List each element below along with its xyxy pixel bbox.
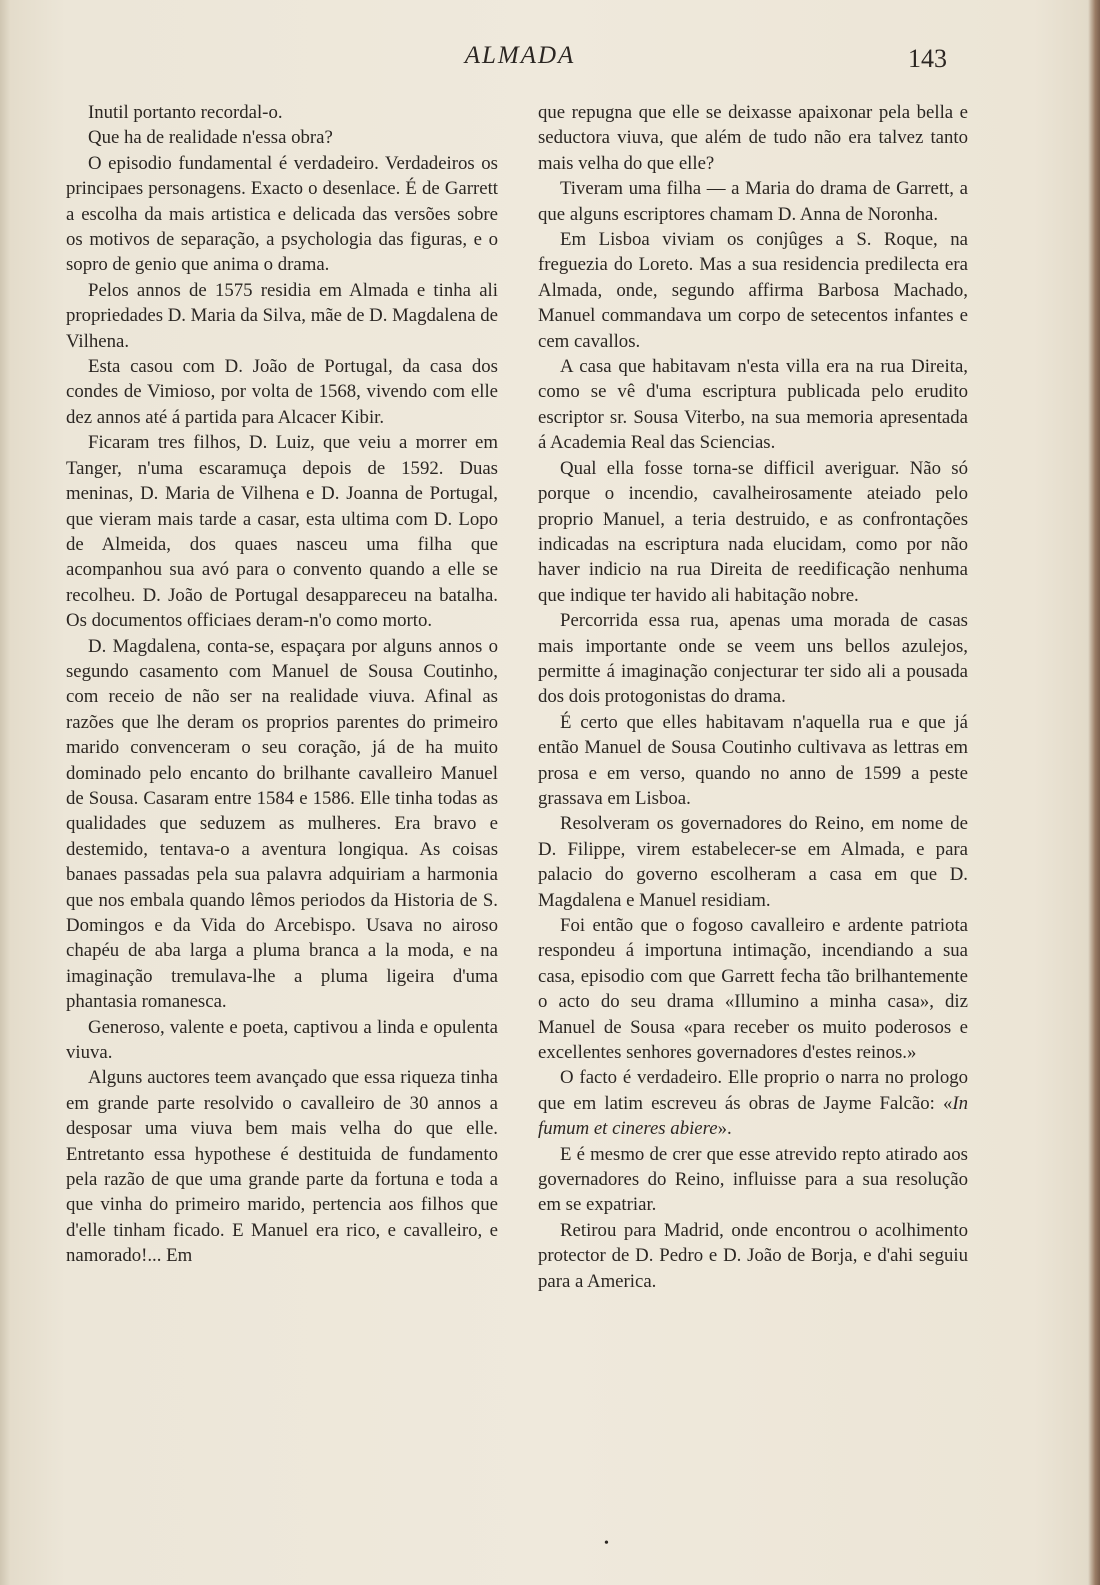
paragraph: Generoso, valente e poeta, captivou a linda e opulenta viuva. <box>66 1016 498 1064</box>
paragraph: Ficaram tres filhos, D. Luiz, que veiu a morrer em Tanger, n'uma escaramuça depois de 1592. Duas meninas, D. Maria de Vilhena e D. Joanna de Portugal, que vieram mais tarde a casar, esta ultima com D. Lopo de Almeida, dos quaes nasceu uma filha que acompanhou sua avó para o convento quando a elle se recolheu. D. João de Portugal desappareceu na batalha. Os documentos officiaes deram-n'o como morto. <box>66 432 498 632</box>
page-number: 143 <box>908 44 947 73</box>
left-column <box>66 100 498 1269</box>
paragraph: Qual ella fosse torna-se difficil averiguar. Não só porque o incendio, cavalheirosamente ateiado pelo proprio Manuel, a teria destruido, e as confrontações indicadas na escriptura nada elucidam, como por não haver indicio na rua Direita de reedificação nenhuma que indique ter havido ali habitação nobre. <box>538 457 968 606</box>
quote-intro-text: O facto é verdadeiro. Elle proprio o narra no prologo que em latim escreveu ás obras de Jayme Falcão: « <box>538 1067 968 1114</box>
paragraph: Alguns auctores teem avançado que essa riqueza tinha em grande parte resolvido o cavalleiro de 30 annos a desposar uma viuva bem mais velha do que elle. Entretanto essa hypothese é destituida de fundamento pela razão de que uma grande parte da fortuna e toda a que vinha do primeiro marido, pertencia aos filhos que d'elle tinham ficado. E Manuel era rico, e cavalleiro, e namorado!... Em <box>66 1067 498 1267</box>
paragraph: A casa que habitavam n'esta villa era na rua Direita, como se vê d'uma escriptura publicada pelo erudito escriptor sr. Sousa Viterbo, na sua memoria apresentada á Academia Real das Sciencias. <box>538 356 968 454</box>
running-head-title: ALMADA <box>464 42 576 69</box>
paragraph: Percorrida essa rua, apenas uma morada de casas mais importante onde se veem uns bellos azulejos, permitte á imaginação conjecturar ter sido ali a pousada dos dois protogonistas do drama. <box>538 610 968 708</box>
paragraph: Esta casou com D. João de Portugal, da casa dos condes de Vimioso, por volta de 1568, vivendo com elle dez annos até á partida para Alcacer Kibir. <box>66 356 498 428</box>
paragraph: Retirou para Madrid, onde encontrou o acolhimento protector de D. Pedro e D. João de Borja, e d'ahi seguiu para a America. <box>538 1219 968 1292</box>
latin-quote: In fumum et cineres abiere <box>538 1092 968 1140</box>
paragraph: Tiveram uma filha — a Maria do drama de Garrett, a que alguns escriptores chamam D. Anna de Noronha. <box>538 178 968 225</box>
signature-mark-icon: • <box>604 1536 609 1551</box>
paragraph: Foi então que o fogoso cavalleiro e ardente patriota respondeu á importuna intimação, incendiando a sua casa, episodio com que Garrett fecha tão brilhantemente o acto do seu drama «Illumino a minha casa», diz Manuel de Sousa «para receber os muito poderosos e excellentes senhores governadores d'estes reinos.» <box>538 915 968 1064</box>
paragraph-with-latin-quote <box>538 1065 968 1141</box>
paragraph: O episodio fundamental é verdadeiro. Verdadeiros os principaes personagens. Exacto o desenlace. É de Garrett a escolha da mais artistica e delicada das versões sobre os motivos de separação, a psychologia das figuras, e o sopro de genio que anima o drama. <box>66 152 498 276</box>
quote-closing-text: ». <box>717 1118 732 1140</box>
paragraph: Inutil portanto recordal-o. <box>88 102 283 123</box>
paragraph: Em Lisboa viviam os conjûges a S. Roque, na freguezia do Loreto. Mas a sua residencia predilecta era Almada, onde, segundo affirma Barbosa Machado, Manuel commandava um corpo de setecentos infantes e cem cavallos. <box>538 229 968 352</box>
paragraph: Que ha de realidade n'essa obra? <box>88 127 333 149</box>
page-left-shadow <box>0 0 10 1585</box>
paragraph: D. Magdalena, conta-se, espaçara por alguns annos o segundo casamento com Manuel de Sousa Coutinho, com receio de não ser na realidade viuva. Afinal as razões que lhe deram os proprios parentes do primeiro marido convenceram o seu coração, já de ha muito dominado pelo encanto do brilhante cavalleiro Manuel de Sousa. Casaram entre 1584 e 1586. Elle tinha todas as qualidades que seduzem as mulheres. Era bravo e destemido, tentava-o a aventura longiqua. As coisas banaes passadas pela sua palavra adquiriam a harmonia que nos embala quando lêmos periodos da Historia de S. Domingos e da Vida do Arcebispo. Usava no airoso chapéu de aba larga a pluma branca a la moda, e na imaginação tremulava-lhe a pluma ligeira d'uma phantasia romanesca. <box>66 635 498 1013</box>
paragraph: E é mesmo de crer que esse atrevido repto atirado aos governadores do Reino, influisse para a sua resolução em se expatriar. <box>538 1143 968 1216</box>
paragraph: É certo que elles habitavam n'aquella rua e que já então Manuel de Sousa Coutinho cultivava as lettras em prosa e em verso, quando no anno de 1599 a peste grassava em Lisboa. <box>538 711 968 809</box>
right-column <box>538 100 968 1294</box>
paragraph: Resolveram os governadores do Reino, em nome de D. Filippe, virem estabelecer-se em Almada, e para palacio do governo escolheram a casa em que D. Magdalena e Manuel residiam. <box>538 813 968 911</box>
paragraph: Pelos annos de 1575 residia em Almada e tinha ali propriedades D. Maria da Silva, mãe de D. Magdalena de Vilhena. <box>66 279 498 352</box>
page-binding-edge <box>1088 0 1100 1585</box>
continued-paragraph: que repugna que elle se deixasse apaixonar pela bella e seductora viuva, que além de tudo não era talvez tanto mais velha do que elle? <box>538 102 968 174</box>
